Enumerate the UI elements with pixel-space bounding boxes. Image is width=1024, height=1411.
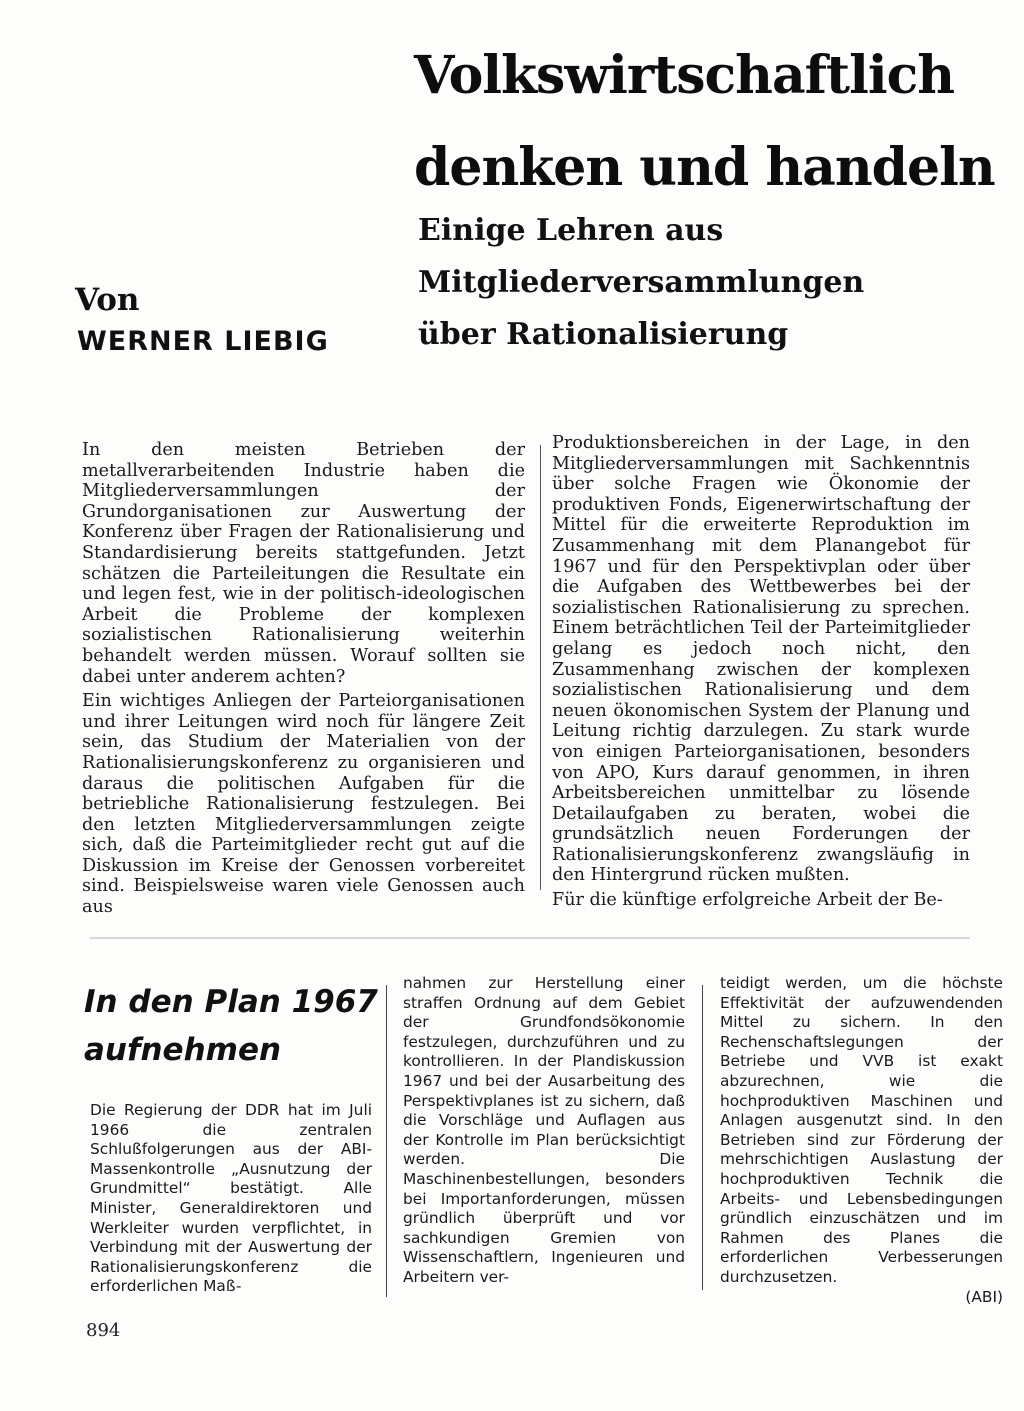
article-paragraph: Für die künftige erfolgreiche Arbeit der Be- [552,890,943,911]
subheadline-line-3: über Rationalisierung [418,317,789,352]
subheadline-line-2: Mitgliederversammlungen [418,265,865,300]
article-paragraph: Produktionsbereichen in der Lage, in den Mitgliederversammlungen mit Sachkenntnis über solche Fragen wie Ökonomie der produktiven Fonds, Eigenerwirtschaftung der Mittel für die erweiterte Reproduktion im Zusammenhang mit dem Planangebot für 1967 und für den Perspektivplan oder über die Aufgaben des Wettbewerbes bei der sozialistischen Rationalisierung zu sprechen. Einem beträchtlichen Teil der Parteimitglieder gelang es jedoch noch nicht, den Zusammenhang zwischen der komplexen sozialistischen Rationalisierung und dem neuen ökonomischen System der Planung und Leitung richtig darzulegen. Zu stark wurde von einigen Parteiorganisationen, besonders von APO, Kurs darauf genommen, in ihren Arbeitsbereichen unmittelbar zu lösende Detailaufgaben zu beraten, wobei die grundsätzlich neuen Forderungen der Rationalisierungskonferenz zwangsläufig in den Hintergrund rücken mußten. [552,433,970,886]
subheadline-line-1: Einige Lehren aus [418,213,724,248]
article-column-1 [82,440,525,918]
box-column-2: nahmen zur Herstellung einer straffen Ordnung auf dem Gebiet der Grundfondsökonomie festzulegen, durchzuführen und zu kontrollieren. In der Plandiskussion 1967 und bei der Ausarbeitung des Perspektivplanes ist zu sichern, daß die Vorschläge und Auflagen aus der Kontrolle im Plan berücksichtigt werden. Die Maschinenbestellungen, besonders bei Importanforderungen, müssen gründlich überprüft und vor sachkundigen Gremien von Wissenschaftlern, Ingenieuren und Arbeitern ver- [403,974,685,1286]
author-name: WERNER LIEBIG [77,326,329,357]
author-prefix: Von [75,282,140,318]
column-divider [540,445,541,890]
headline [414,30,1004,214]
box-column-1: Die Regierung der DDR hat im Juli 1966 die zentralen Schlußfolgerungen aus der ABI-Massenkontrolle „Ausnutzung der Grundmittel“ bestätigt. Alle Minister, Generaldirektoren und Werkleiter wurden verpflichtet, in Verbindung mit der Auswertung der Rationalisierungskonferenz die erforderlichen Maß- [90,1101,372,1296]
box-title-line-1: In den Plan 1967 [84,984,378,1020]
box-column-3-text: teidigt werden, um die höchste Effektivität der aufzuwendenden Mittel zu sichern. In den Rechenschaftslegungen der Betriebe und VVB ist exakt abzurechnen, wie die hochproduktiven Maschinen und Anlagen ausgenutzt sind. In den Betrieben sind zur Förderung der mehrschichtigen Auslastung der hochproduktiven Technik die Arbeits- und Lebensbedingungen gründlich einzuschätzen und im Rahmen des Planes die erforderlichen Verbesserungen durchzusetzen. [720,974,1003,1286]
box-column-divider [702,985,703,1290]
box-title-line-2: aufnehmen [84,1032,282,1068]
section-divider [90,937,970,939]
page-number: 894 [86,1320,121,1341]
box-column-divider [386,985,387,1297]
headline-line-1: Volkswirtschaftlich [414,45,955,106]
subheadline [418,205,918,361]
box-column-3 [720,974,1003,1307]
headline-line-2: denken und handeln [414,137,995,198]
article-paragraph: In den meisten Betrieben der metallverarbeitenden Industrie haben die Mitgliederversammlungen der Grundorganisationen zur Auswertung der Konferenz über Fragen der Rationalisierung und Standardisierung bereits stattgefunden. Jetzt schätzen die Parteileitungen die Resultate ein und legen fest, wie in der politisch-ideologischen Arbeit die Probleme der komplexen sozialistischen Rationalisierung weiterhin behandelt werden müssen. Worauf sollten sie dabei unter anderem achten? [82,440,525,687]
box-signature: (ABI) [965,1287,1003,1306]
article-paragraph: Ein wichtiges Anliegen der Parteiorganisationen und ihrer Leitungen wird noch für längere Zeit sein, das Studium der Materialien von der Rationalisierungskonferenz zu organisieren und daraus die politischen Aufgaben für die betriebliche Rationalisierung festzulegen. Bei den letzten Mitgliederversammlungen zeigte sich, daß die Parteimitglieder recht gut auf die Diskussion im Kreise der Genossen vorbereitet sind. Beispielsweise waren viele Genossen auch aus [82,691,525,918]
article-column-2 [552,433,970,911]
box-title [84,978,384,1074]
